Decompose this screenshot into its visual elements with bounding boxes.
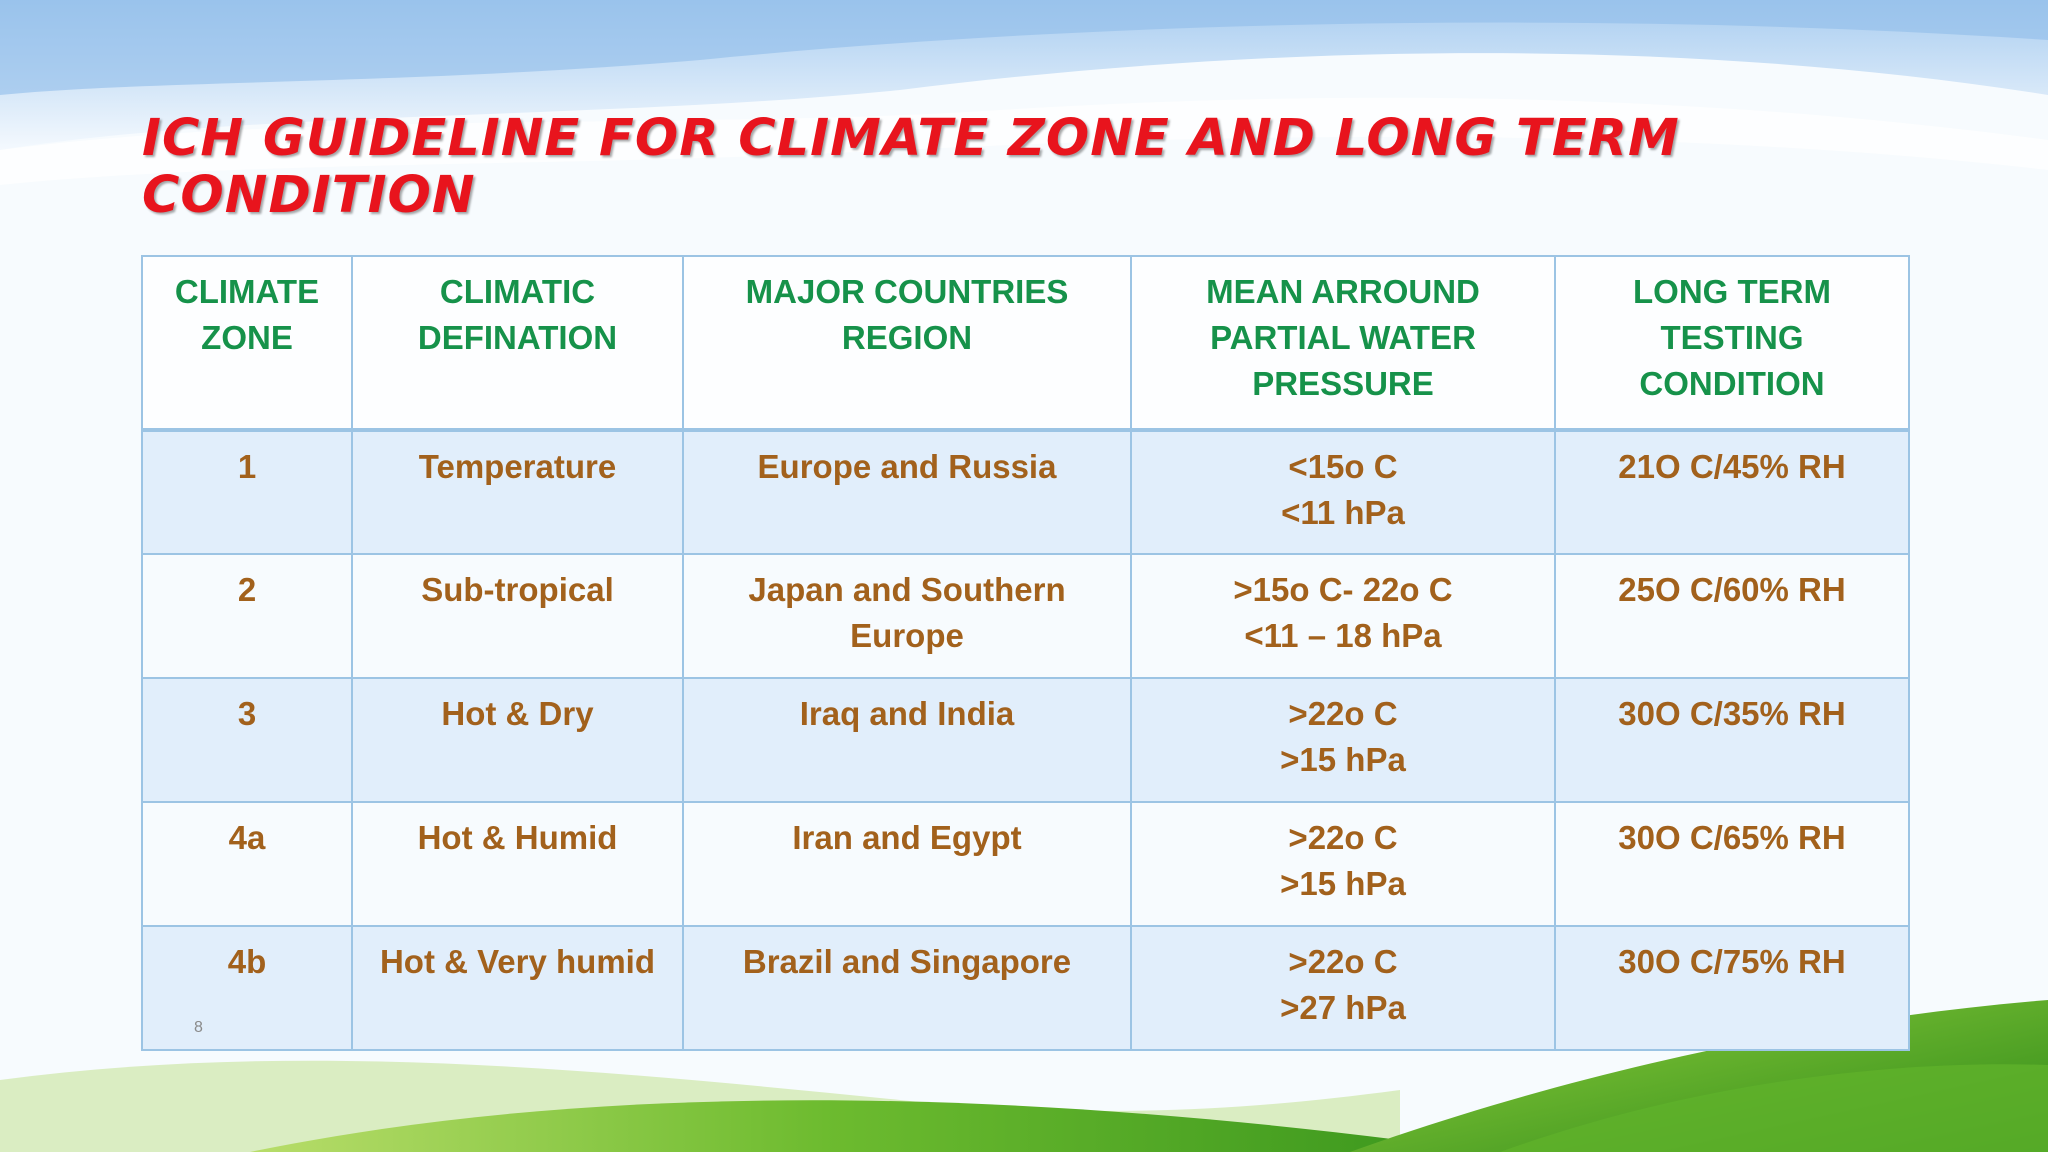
cell-zone: 4a <box>142 802 352 926</box>
cell-region: Japan and Southern Europe <box>683 554 1131 678</box>
table-row <box>142 802 1909 926</box>
header-climate-zone: CLIMATE ZONE <box>142 256 352 430</box>
cell-condition: 21O C/45% RH <box>1555 430 1909 554</box>
cell-region: Brazil and Singapore <box>683 926 1131 1050</box>
cell-definition: Sub-tropical <box>352 554 683 678</box>
cell-definition: Temperature <box>352 430 683 554</box>
cell-pressure: >22o C >15 hPa <box>1131 678 1555 802</box>
cell-zone: 2 <box>142 554 352 678</box>
cell-condition: 30O C/35% RH <box>1555 678 1909 802</box>
cell-pressure: >22o C >27 hPa <box>1131 926 1555 1050</box>
table-row <box>142 554 1909 678</box>
cell-zone: 1 <box>142 430 352 554</box>
table-row <box>142 678 1909 802</box>
table-header-row <box>142 256 1909 430</box>
cell-definition: Hot & Humid <box>352 802 683 926</box>
climate-zone-table <box>141 255 1910 1051</box>
cell-definition: Hot & Dry <box>352 678 683 802</box>
cell-condition: 25O C/60% RH <box>1555 554 1909 678</box>
table-row <box>142 430 1909 554</box>
page-number: 8 <box>194 1019 203 1036</box>
table-row <box>142 926 1909 1050</box>
cell-region: Iran and Egypt <box>683 802 1131 926</box>
header-mean-water-pressure: MEAN ARROUND PARTIAL WATER PRESSURE <box>1131 256 1555 430</box>
cell-pressure: >22o C >15 hPa <box>1131 802 1555 926</box>
cell-condition: 30O C/75% RH <box>1555 926 1909 1050</box>
header-major-countries: MAJOR COUNTRIES REGION <box>683 256 1131 430</box>
header-long-term-condition: LONG TERM TESTING CONDITION <box>1555 256 1909 430</box>
cell-zone: 4b <box>142 926 352 1050</box>
cell-condition: 30O C/65% RH <box>1555 802 1909 926</box>
cell-region: Europe and Russia <box>683 430 1131 554</box>
cell-definition: Hot & Very humid <box>352 926 683 1050</box>
header-climatic-definition: CLIMATIC DEFINATION <box>352 256 683 430</box>
slide-title: ICH GUIDELINE FOR CLIMATE ZONE AND LONG TERM CONDITION <box>142 109 1680 225</box>
cell-region: Iraq and India <box>683 678 1131 802</box>
cell-pressure: <15o C <11 hPa <box>1131 430 1555 554</box>
cell-zone: 3 <box>142 678 352 802</box>
cell-pressure: >15o C- 22o C <11 – 18 hPa <box>1131 554 1555 678</box>
